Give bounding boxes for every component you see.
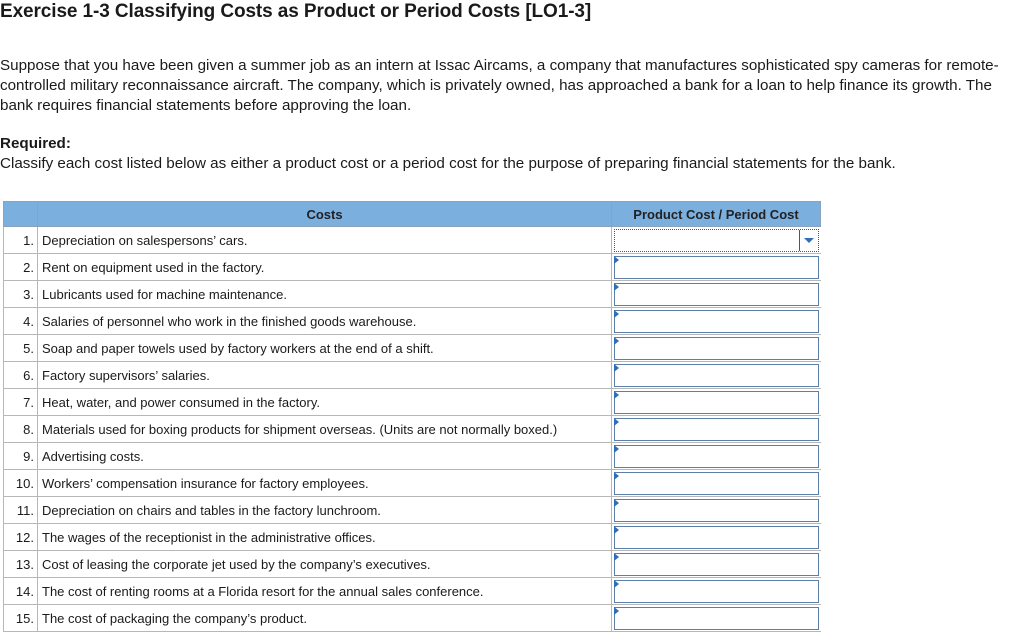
cost-description: Advertising costs.: [38, 443, 612, 470]
cost-description: Factory supervisors’ salaries.: [38, 362, 612, 389]
dropdown-toggle-button[interactable]: [799, 230, 818, 251]
triangle-marker-icon: [614, 310, 619, 318]
classification-dropdown[interactable]: [614, 607, 819, 630]
answer-cell: [612, 389, 821, 416]
table-row: [4, 416, 821, 443]
cost-description: Cost of leasing the corporate jet used by the company’s executives.: [38, 551, 612, 578]
cost-description: Depreciation on salespersons’ cars.: [38, 227, 612, 254]
row-number: 3.: [4, 281, 38, 308]
exercise-title: Exercise 1-3 Classifying Costs as Product or Period Costs [LO1-3]: [0, 1, 592, 22]
answer-cell: [612, 551, 821, 578]
costs-table: [3, 201, 821, 632]
cost-description: Rent on equipment used in the factory.: [38, 254, 612, 281]
table-row: [4, 605, 821, 632]
exercise-intro: Suppose that you have been given a summer job as an intern at Issac Aircams, a company that manufactures sophisticated spy cameras for remote-controlled military reconnaissance aircraft. The company, which is privately owned, has approached a bank for a loan to help finance its growth. The bank requires financial statements before approving the loan.: [0, 57, 999, 114]
row-number: 14.: [4, 578, 38, 605]
required-instructions: Classify each cost listed below as either a product cost or a period cost for the purpose of preparing financial statements for the bank.: [0, 155, 896, 172]
row-number: 2.: [4, 254, 38, 281]
triangle-marker-icon: [614, 256, 619, 264]
triangle-marker-icon: [614, 472, 619, 480]
answer-cell: [612, 281, 821, 308]
cost-description: Depreciation on chairs and tables in the factory lunchroom.: [38, 497, 612, 524]
table-row: [4, 497, 821, 524]
table-row: [4, 281, 821, 308]
row-number: 9.: [4, 443, 38, 470]
table-row: [4, 227, 821, 254]
triangle-marker-icon: [614, 337, 619, 345]
header-costs: Costs: [38, 202, 612, 227]
chevron-down-icon: [804, 238, 814, 243]
triangle-marker-icon: [614, 364, 619, 372]
classification-dropdown[interactable]: [614, 229, 819, 252]
answer-cell: [612, 470, 821, 497]
table-row: [4, 254, 821, 281]
triangle-marker-icon: [614, 418, 619, 426]
triangle-marker-icon: [614, 445, 619, 453]
table-header-row: [4, 202, 821, 227]
triangle-marker-icon: [614, 553, 619, 561]
classification-dropdown[interactable]: [614, 418, 819, 441]
answer-cell: [612, 578, 821, 605]
row-number: 7.: [4, 389, 38, 416]
classification-dropdown[interactable]: [614, 580, 819, 603]
row-number: 12.: [4, 524, 38, 551]
row-number: 4.: [4, 308, 38, 335]
cost-description: Materials used for boxing products for shipment overseas. (Units are not normally boxed.): [38, 416, 612, 443]
table-row: [4, 308, 821, 335]
cost-description: Salaries of personnel who work in the finished goods warehouse.: [38, 308, 612, 335]
classification-dropdown[interactable]: [614, 391, 819, 414]
row-number: 11.: [4, 497, 38, 524]
row-number: 6.: [4, 362, 38, 389]
classification-dropdown[interactable]: [614, 256, 819, 279]
cost-description: The wages of the receptionist in the administrative offices.: [38, 524, 612, 551]
table-row: [4, 362, 821, 389]
cost-description: Lubricants used for machine maintenance.: [38, 281, 612, 308]
answer-cell: [612, 605, 821, 632]
classification-dropdown[interactable]: [614, 499, 819, 522]
classification-dropdown[interactable]: [614, 526, 819, 549]
answer-cell: [612, 254, 821, 281]
answer-cell: [612, 416, 821, 443]
answer-cell: [612, 227, 821, 254]
table-row: [4, 470, 821, 497]
row-number: 5.: [4, 335, 38, 362]
triangle-marker-icon: [614, 499, 619, 507]
classification-dropdown[interactable]: [614, 472, 819, 495]
row-number: 8.: [4, 416, 38, 443]
triangle-marker-icon: [614, 526, 619, 534]
table-row: [4, 389, 821, 416]
triangle-marker-icon: [614, 283, 619, 291]
classification-dropdown[interactable]: [614, 337, 819, 360]
answer-cell: [612, 524, 821, 551]
classification-dropdown[interactable]: [614, 445, 819, 468]
table-row: [4, 335, 821, 362]
answer-cell: [612, 497, 821, 524]
row-number: 13.: [4, 551, 38, 578]
classification-dropdown[interactable]: [614, 364, 819, 387]
table-row: [4, 524, 821, 551]
answer-cell: [612, 335, 821, 362]
triangle-marker-icon: [614, 391, 619, 399]
table-row: [4, 443, 821, 470]
classification-dropdown[interactable]: [614, 310, 819, 333]
triangle-marker-icon: [614, 580, 619, 588]
table-row: [4, 578, 821, 605]
row-number: 1.: [4, 227, 38, 254]
triangle-marker-icon: [614, 607, 619, 615]
header-number: [4, 202, 38, 227]
answer-cell: [612, 308, 821, 335]
cost-description: Workers’ compensation insurance for factory employees.: [38, 470, 612, 497]
cost-description: The cost of packaging the company’s product.: [38, 605, 612, 632]
row-number: 15.: [4, 605, 38, 632]
answer-cell: [612, 443, 821, 470]
header-answer: Product Cost / Period Cost: [612, 202, 821, 227]
cost-description: Heat, water, and power consumed in the factory.: [38, 389, 612, 416]
row-number: 10.: [4, 470, 38, 497]
cost-description: Soap and paper towels used by factory workers at the end of a shift.: [38, 335, 612, 362]
classification-dropdown[interactable]: [614, 553, 819, 576]
answer-cell: [612, 362, 821, 389]
classification-dropdown[interactable]: [614, 283, 819, 306]
cost-description: The cost of renting rooms at a Florida resort for the annual sales conference.: [38, 578, 612, 605]
table-row: [4, 551, 821, 578]
required-label: Required:: [0, 135, 71, 152]
